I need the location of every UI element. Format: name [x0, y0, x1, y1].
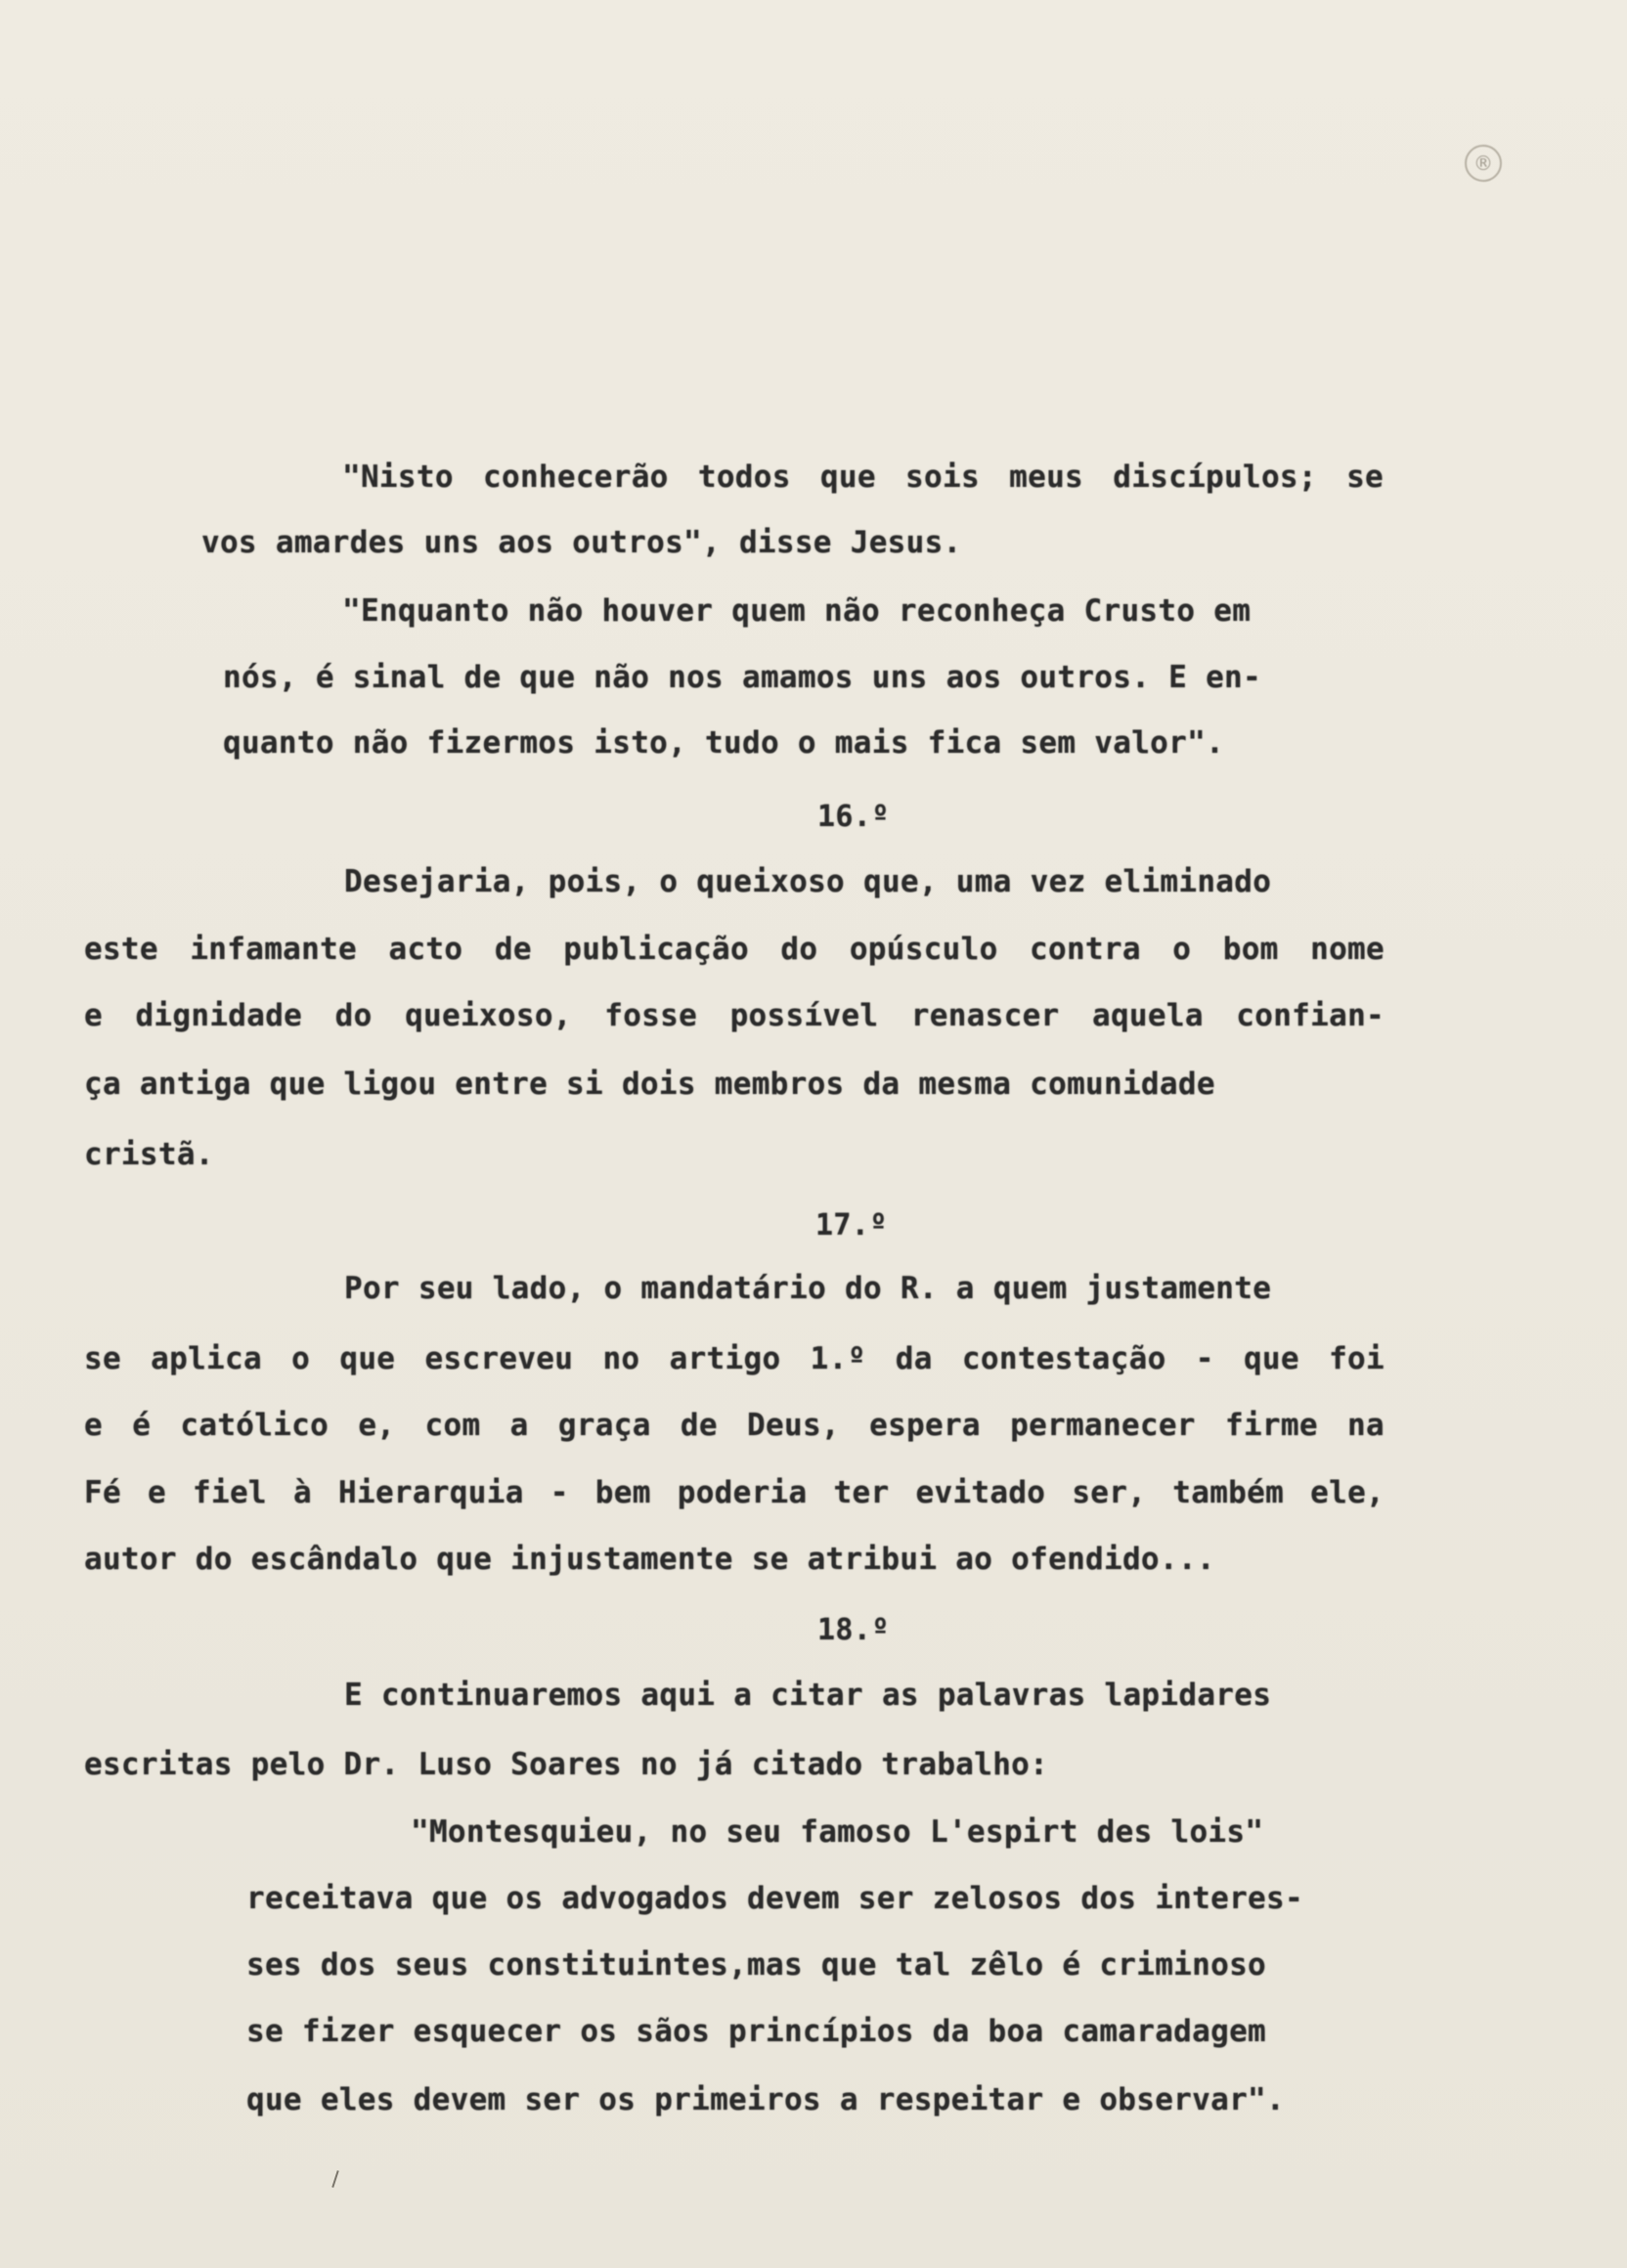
text-line: nós, é sinal de que não nos amamos uns aos outros. E en-: [223, 660, 1261, 695]
text-line: Por seu lado, o mandatário do R. a quem justamente: [344, 1271, 1272, 1306]
quote-line: receitava que os advogados devem ser zelosos dos interes-: [246, 1881, 1303, 1916]
section-number: 17.º: [815, 1208, 888, 1243]
text-line: ça antiga que ligou entre si dois membros da mesma comunidade: [84, 1067, 1215, 1102]
section-number: 16.º: [817, 800, 890, 834]
text-line: escritas pelo Dr. Luso Soares no já citado trabalho:: [84, 1747, 1049, 1782]
text-line: Desejaria, pois, o queixoso que, uma vez eliminado: [344, 864, 1272, 899]
text-line: e dignidade do queixoso, fosse possível renascer aquela confian-: [84, 998, 1385, 1033]
corner-stamp-icon: ®: [1465, 145, 1502, 182]
text-line: autor do escândalo que injustamente se atribui ao ofendido...: [84, 1542, 1215, 1577]
text-line: E continuaremos aqui a citar as palavras lapidares: [344, 1678, 1272, 1713]
section-number: 18.º: [817, 1613, 890, 1647]
text-line: "Enquanto não houver quem não reconheça Crusto em: [342, 593, 1252, 629]
text-line: este infamante acto de publicação do opúsculo contra o bom nome: [84, 932, 1385, 967]
text-line: cristã.: [84, 1137, 214, 1172]
text-line: "Nisto conhecerão todos que sois meus discípulos; se: [342, 459, 1384, 495]
text-line: e é católico e, com a graça de Deus, espera permanecer firme na: [84, 1408, 1385, 1443]
text-line: Fé e fiel à Hierarquia - bem poderia ter evitado ser, também ele,: [84, 1475, 1385, 1510]
quote-line: que eles devem ser os primeiros a respeitar e observar".: [246, 2082, 1285, 2117]
pen-mark: [331, 2170, 338, 2188]
quote-line: ses dos seus constituintes,mas que tal zêlo é criminoso: [246, 1947, 1266, 1983]
quote-line: "Montesquieu, no seu famoso L'espirt des lois": [411, 1814, 1264, 1850]
quote-line: se fizer esquecer os sãos princípios da boa camaradagem: [246, 2014, 1266, 2049]
text-line: quanto não fizermos isto, tudo o mais fica sem valor".: [223, 725, 1225, 761]
text-line: vos amardes uns aos outros", disse Jesus.: [201, 525, 962, 560]
text-line: se aplica o que escreveu no artigo 1.º da contestação - que foi: [84, 1341, 1385, 1376]
